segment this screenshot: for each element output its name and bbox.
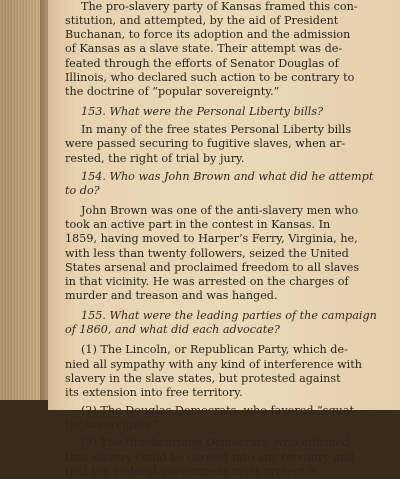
paragraph-kansas-constitution: [65, 0, 393, 99]
text-line: slavery in the slave states, but protested against: [65, 371, 341, 385]
text-line: of Kansas as a slave state. Their attempt was de-: [65, 42, 343, 56]
text-line: that the Federal government must protect it.: [65, 464, 320, 478]
text-line: In many of the free states Personal Liberty bills: [81, 123, 352, 137]
text-line: stitution, and attempted, by the aid of President: [65, 14, 339, 28]
text-line: its extension into free territory.: [65, 385, 243, 399]
text-line: in that vicinity. He was arrested on the charges of: [65, 274, 349, 288]
text-line: murder and treason and was hanged.: [65, 288, 278, 302]
text-line: nied all sympathy with any kind of interference with: [65, 357, 362, 371]
question-line: to do?: [65, 183, 100, 197]
page-text: [65, 0, 393, 479]
paragraph-personal-liberty: [65, 123, 393, 165]
text-line: the doctrine of “popular sovereignty.”: [65, 84, 280, 98]
text-line: 1859, having moved to Harper’s Ferry, Virginia, he,: [65, 232, 358, 246]
question-155: [65, 309, 393, 337]
question-line: 155. What were the leading parties of the campaign: [81, 309, 377, 323]
paragraph-john-brown: [65, 204, 393, 303]
question-line: of 1860, and what did each advocate?: [65, 323, 280, 337]
text-line: The pro-slavery party of Kansas framed this con-: [81, 0, 358, 13]
text-line: John Brown was one of the anti-slavery men who: [81, 204, 359, 218]
text-line: States arsenal and proclaimed freedom to all slaves: [65, 260, 360, 274]
text-line: Buchanan, to force its adoption and the admission: [65, 28, 351, 42]
page-edge-stack: [0, 0, 48, 400]
paragraph-douglas-democrats: [65, 404, 393, 432]
text-line: that slavery could be carried into any territory and: [65, 450, 355, 464]
text-line: (2) The Douglas Democrats, who favored “squat-: [81, 404, 358, 418]
text-line: (1) The Lincoln, or Republican Party, which de-: [81, 343, 348, 357]
text-line: rested, the right of trial by jury.: [65, 151, 245, 165]
text-line: Illinois, who declared such action to be contrary to: [65, 70, 355, 84]
text-line: (3) The Breckenridge Democrats, who affirmed: [81, 436, 350, 450]
text-line: feated through the efforts of Senator Douglas of: [65, 56, 339, 70]
paragraph-breckenridge-democrats: [65, 436, 393, 478]
question-line: 154. Who was John Brown and what did he attempt: [81, 169, 374, 183]
text-line: with less than twenty followers, seized the United: [65, 246, 349, 260]
paragraph-republican-party: [65, 343, 393, 400]
text-line: were passed securing to fugitive slaves, when ar-: [65, 137, 346, 151]
question-153: [65, 105, 393, 119]
question-154: [65, 170, 393, 198]
question-line: 153. What were the Personal Liberty bills?: [81, 105, 324, 119]
text-line: ter sovereignty.”: [65, 418, 159, 432]
text-line: took an active part in the contest in Kansas. In: [65, 218, 331, 232]
